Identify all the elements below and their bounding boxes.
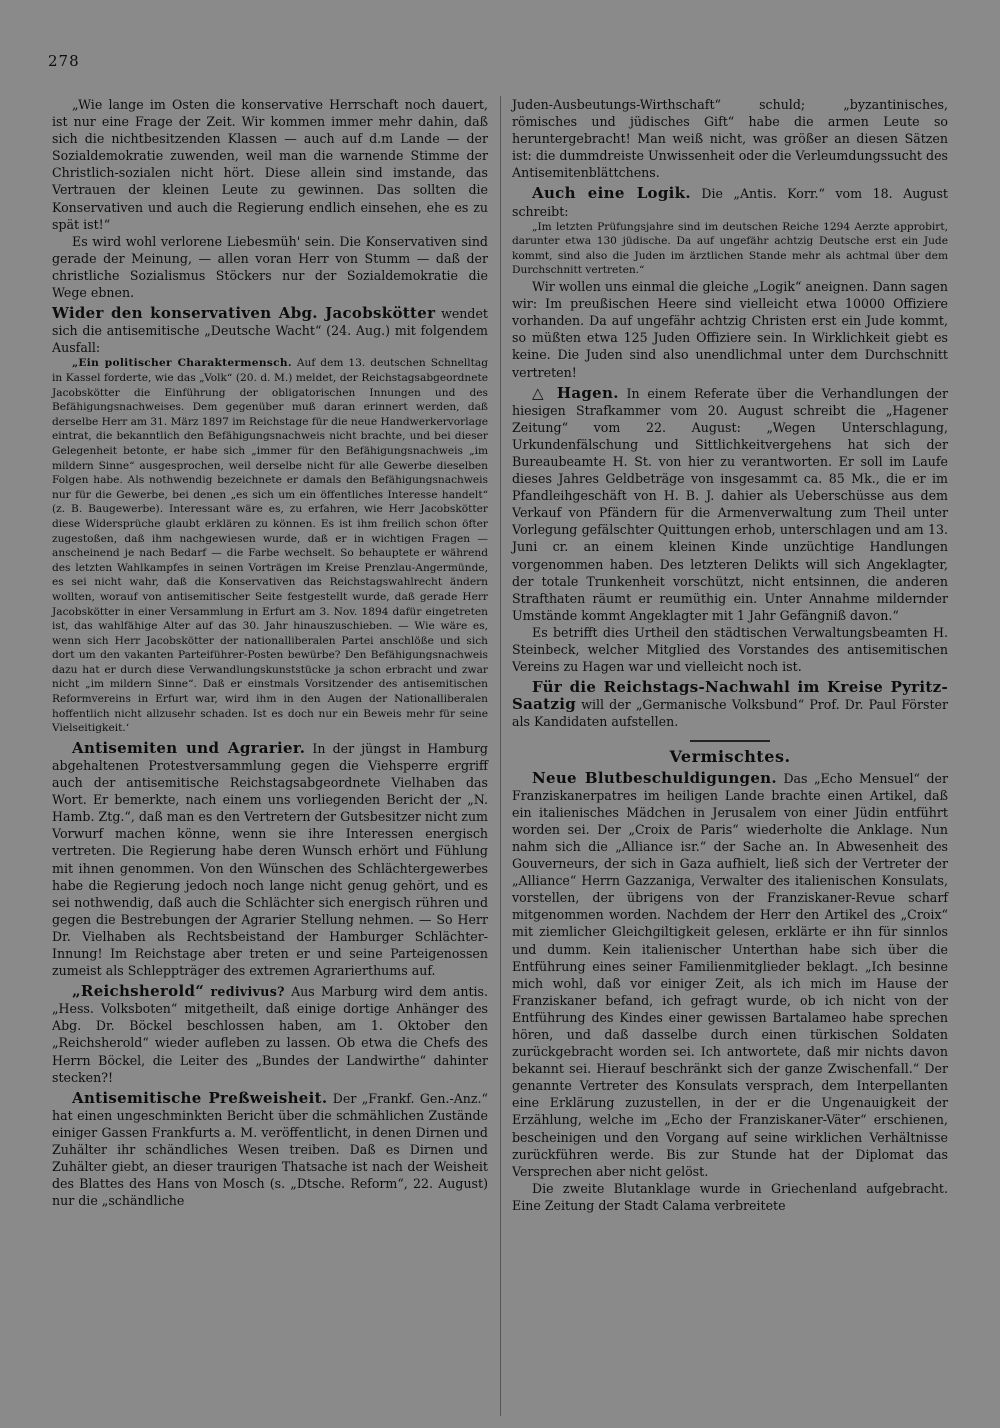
article <box>52 1090 488 1210</box>
article-text: Aus Marburg wird dem antis. „Hess. Volksboten“ mitgetheilt, daß einige dortige Anhänger des Abg. Dr. Böckel beschlossen haben, am 1. Oktober den „Reichsherold“ wieder aufleben zu lassen. Ob etwa die Chefs des Herrn Böckel, die Leiter des „Bundes der Landwirthe“ dahinter stecken?! <box>52 984 488 1085</box>
paragraph: Es betrifft dies Urtheil den städtischen Verwaltungsbeamten H. Steinbeck, welcher Mitglied des Vorstandes des antisemitischen Vereins zu Hagen war und vielleicht noch ist. <box>512 624 948 675</box>
article-heading: Auch eine Logik. <box>532 184 691 203</box>
quotation: „Im letzten Prüfungsjahre sind im deutschen Reiche 1294 Aerzte approbirt, darunter etwa 130 jüdische. Da auf ungefähr achtzig Deutsche erst ein Jude kommt, sind also die Juden im ärztlichen Stande mehr als achtmal über dem Durchschnitt vertreten.“ <box>512 220 948 277</box>
article-heading-suffix: redivivus? <box>210 984 285 1000</box>
quotation-title: „Ein politischer Charaktermensch. <box>72 357 292 370</box>
article <box>52 983 488 1086</box>
article-heading: Antisemiten und Agrarier. <box>72 738 306 757</box>
article-text: will der „Germanische Volksbund“ Prof. Dr. Paul Förster als Kandidaten aufstellen. <box>512 697 948 730</box>
quotation <box>52 356 488 735</box>
article-text: Das „Echo Mensuel“ der Franziskanerpatres im heiligen Lande brachte einen Artikel, daß ein italienisches Mädchen in Jerusalem von einer Jüdin entführt worden sei. Der „Croix de Paris“ wiederholte die Anklage. Nun nahm sich die „Alliance isr.“ der Sache an. In Abwesenheit des Gouverneurs, der sich in Gaza aufhielt, ließ sich der Vertreter der „Alliance“ Herrn Gazzaniga, Verwalter des italienischen Konsulats, vorstellen, der übrigens von der Franziskaner-Revue scharf mitgenommen worden. Nachdem der Herr den Artikel des „Croix“ mit ziemlicher Gleichgiltigkeit gelesen, erklärte er ihn für sinnlos und dumm. Kein italienischer Unterthan habe sich über die Entführung eines seiner Familienmitglieder beklagt. „Ich besinne mich wohl, daß vor einiger Zeit, als ich mich im Hause der Franziskaner befand, ich gefragt wurde, ob ich nicht von der Entführung des Kindes einer gewissen Bartalameo habe sprechen hören, und daß dasselbe durch einen türkischen Soldaten zurückgebracht worden sei. Ich antwortete, daß mir nichts davon bekannt sei. Hierauf beschränkt sich der ganze Zwischenfall.“ Der genannte Vertreter des Konsulats versprach, dem Interpellanten eine Erklärung zuzustellen, in der er die Ungenauigkeit der Erzählung, welche im „Echo der Franziskaner-Väter“ erschienen, bescheinigen und den Vorgang auf seine wirklichen Verhältnisse zurückführen werde. Bis zur Stunde hat der Diplomat das Versprechen aber nicht gelöst. <box>512 770 948 1179</box>
article-heading: Antisemitische Preßweisheit. <box>72 1088 328 1107</box>
article-heading: „Reichsherold“ <box>72 982 205 1001</box>
paragraph: Die zweite Blutanklage wurde in Griechenland aufgebracht. Eine Zeitung der Stadt Calama verbreitete <box>512 1180 948 1213</box>
right-column <box>512 96 948 1214</box>
article-text: In einem Referate über die Verhandlungen der hiesigen Strafkammer vom 20. August schreibt die „Hagener Zeitung“ vom 22. August: „Wegen Unterschlagung, Urkundenfälschung und Sittlichkeitvergehens hat sich der Bureaubeamte H. St. von hier zu verantworten. Er soll im Laufe dieses Jahres Geldbeträge von insgesammt ca. 85 Mk., die er im Pfandleihgeschäft von H. B. J. dahier als Ueberschüsse aus dem Verkauf von Pfändern für die Armenverwaltung zum Theil unter Vorlegung gefälschter Quittungen erhob, unterschlagen und am 13. Juni cr. an einem kleinen Kinde unzüchtige Handlungen vorgenommen haben. Des letzteren Delikts will sich Angeklagter, der totale Trunkenheit vorschützt, nicht entsinnen, die anderen Strafthaten räumt er reumüthig ein. Unter Annahme mildernder Umstände kommt Angeklagter mit 1 Jahr Gefängniß davon.“ <box>512 385 948 623</box>
quotation-text: Auf dem 13. deutschen Schnelltag in Kassel forderte, wie das „Volk“ (20. d. M.) meldet, der Reichstagsabgeordnete Jacobskötter die Einführung der obligatorischen Innungen und des Befähigungsnachweises. Dem gegenüber muß daran erinnert werden, daß derselbe Herr am 31. März 1897 im Reichstage für die neue Handwerkervorlage eintrat, die bekanntlich den Befähigungsnachweis nicht brachte, und bei dieser Gelegenheit betonte, er habe sich „immer für den Befähigungsnachweis „im mildern Sinne“ ausgesprochen, weil derselbe nicht für alle Gewerbe dieselben Folgen habe. Als nothwendig bezeichnete er damals den Befähigungsnachweis nur für die Gewerbe, bei denen „es sich um ein öffentliches Interesse handelt“ (z. B. Baugewerbe). Interessant wäre es, zu erfahren, wie Herr Jacobskötter diese Widersprüche glaubt erklären zu können. Es ist ihm freilich schon öfter zugestoßen, daß ihm nachgewiesen wurde, daß er in wichtigen Fragen — anscheinend je nach Bedarf — die Farbe wechselt. So behauptete er während des letzten Wahlkampfes in seinen Vorträgen im Kreise Prenzlau-Angermünde, es sei nicht wahr, daß die Konservativen das Reichstagswahlrecht ändern wollten, worauf von antisemitischer Seite festgestellt wurde, daß gerade Herr Jacobskötter in einer Versammlung in Erfurt am 3. Nov. 1894 dafür eingetreten ist, das wahlfähige Alter auf das 30. Jahr hinauszuschieben. — Wie wäre es, wenn sich Herr Jacobskötter der nationalliberalen Partei anschlöße und sich dort um den vakanten Parteiführer-Posten bewürbe? Den Befähigungsnachweis dazu hat er durch diese Verwandlungskunststücke ja schon erbracht und zwar nicht „im mildern Sinne“. Daß er einstmals Vorsitzender des antisemitischen Reformvereins in Erfurt war, wird ihm in den Augen der Nationalliberalen hoffentlich nicht allzusehr schaden. Ist es doch nur ein Beweis mehr für seine Vielseitigkeit.‘ <box>52 357 488 735</box>
paragraph: Es wird wohl verlorene Liebesmüh' sein. Die Konservativen sind gerade der Meinung, — allen voran Herr von Stumm — daß der christliche Sozialismus Stöckers nur der Sozialdemokratie die Wege ebnen. <box>52 233 488 301</box>
article-text: Die „Antis. Korr.“ vom 18. August schreibt: <box>512 186 948 219</box>
article-heading: Wider den konservativen Abg. Jacobskötter <box>52 304 436 323</box>
article <box>52 305 488 356</box>
column-divider <box>500 96 501 1416</box>
article-text: In der jüngst in Hamburg abgehaltenen Protestversammlung gegen die Viehsperre ergriff auch der antisemitische Reichstagsabgeordnete Vielhaben das Wort. Er bemerkte, nach einem uns vorliegenden Bericht der „N. Hamb. Ztg.“, daß man es den Vertretern der Gutsbesitzer nicht zum Vorwurf machen könne, wenn sie ihre Interessen energisch vertreten. Die Regierung habe deren Wunsch erhört und Fühlung mit ihnen genommen. Von den Wünschen des Schlächtergewerbes habe die Regierung jedoch noch lange nicht genug gehört, und es sei nothwendig, daß auch die Schlächter sich energisch rühren und gegen die Bestrebungen der Agrarier Stellung nehmen. — So Herr Dr. Vielhaben als Rechtsbeistand der Hamburger Schlächter-Innung! Im Reichstage aber treten er und seine Parteigenossen zumeist als Schleppträger des extremen Agrarierthums auf. <box>52 740 488 979</box>
section-rule <box>690 740 770 742</box>
article <box>512 385 948 624</box>
paragraph: „Wie lange im Osten die konservative Herrschaft noch dauert, ist nur eine Frage der Zeit. Wir kommen immer mehr dahin, daß sich die nichtbesitzenden Klassen — auch auf d.m Lande — der Sozialdemokratie zuwenden, weil man die warnende Stimme der Christlich-sozialen nicht hört. Diese allein sind imstande, das Vertrauen der kleinen Leute zu gewinnen. Das sollten die Konservativen und auch die Regierung endlich einsehen, ehe es zu spät ist!“ <box>52 97 488 232</box>
article-heading: △ Hagen. <box>532 383 619 402</box>
article <box>512 679 948 730</box>
paragraph: Wir wollen uns einmal die gleiche „Logik“ aneignen. Dann sagen wir: Im preußischen Heere sind vielleicht etwa 10000 Offiziere vorhanden. Da auf ungefähr achtzig Christen erst ein Jude kommt, so müßten etwa 125 Juden Offiziere sein. In Wirklichkeit giebt es keine. Die Juden sind also unendlichmal unter dem Durchschnitt vertreten! <box>512 279 948 380</box>
article-heading: Für die Reichstags-Nachwahl im Kreise Pyritz-Saatzig <box>512 678 948 714</box>
article <box>512 770 948 1180</box>
section-title: Vermischtes. <box>669 747 791 767</box>
article-text: wendet sich die antisemitische „Deutsche Wacht“ (24. Aug.) mit folgendem Ausfall: <box>52 306 488 356</box>
article-heading: Neue Blutbeschuldigungen. <box>532 768 777 787</box>
article-text: Der „Frankf. Gen.-Anz.“ hat einen ungeschminkten Bericht über die schmählichen Zustände einiger Gassen Frankfurts a. M. veröffentlicht, in denen Dirnen und Zuhälter ihr schändliches Wesen treiben. Daß es Dirnen und Zuhälter giebt, an dieser traurigen Thatsache ist nach der Weisheit des Blattes des Hans von Mosch (s. „Dtsche. Reform“, 22. August) nur die „schändliche <box>52 1090 488 1209</box>
paragraph: Juden-Ausbeutungs-Wirthschaft“ schuld; „byzantinisches, römisches und jüdisches Gift“ habe die armen Leute so heruntergebracht! Man weiß nicht, was größer an diesen Sätzen ist: die dummdreiste Unwissenheit oder die Verleumdungssucht des Antisemitenblättchens. <box>512 97 948 181</box>
left-column <box>52 96 488 1209</box>
page-number: 278 <box>48 52 80 70</box>
article <box>52 740 488 979</box>
article <box>512 185 948 219</box>
